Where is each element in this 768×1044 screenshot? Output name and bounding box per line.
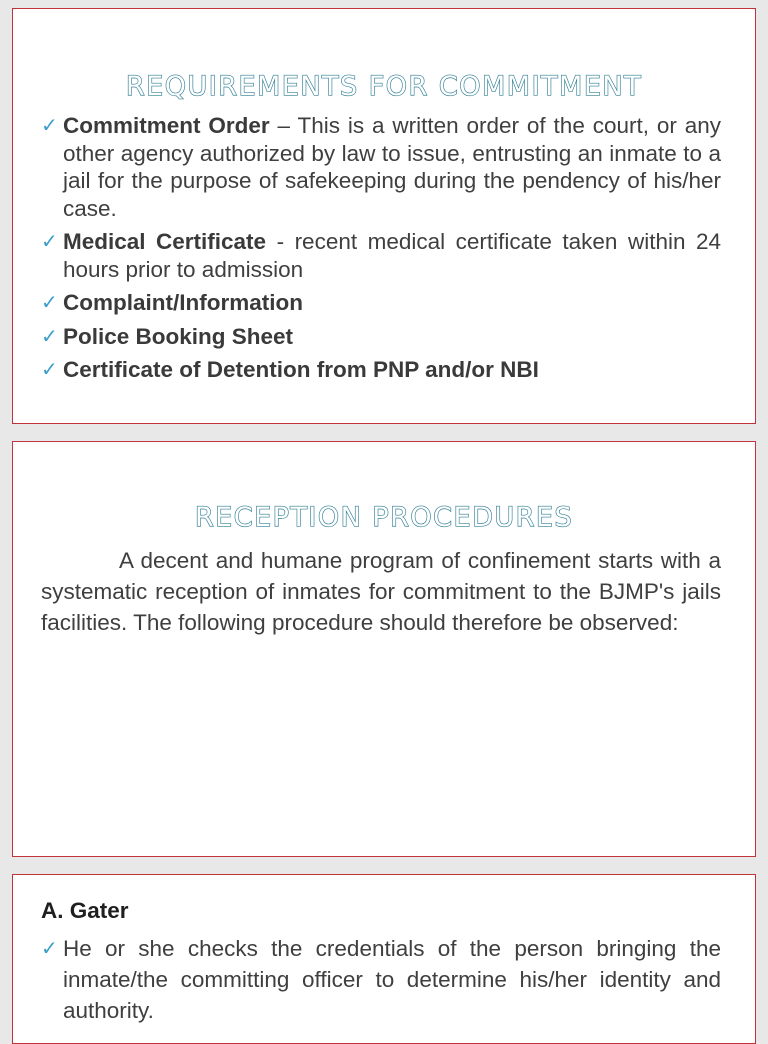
- item-text: - recent medical certificate taken within 24 hours prior to admission: [63, 229, 721, 282]
- intro-paragraph: A decent and humane program of confinement starts with a systematic reception of inmates for commitment to the BJMP's jails facilities. The following procedure should therefore be observed:: [41, 548, 721, 635]
- section-heading: A. Gater: [41, 898, 129, 923]
- slide-requirements: [12, 8, 756, 424]
- list-item: [41, 112, 721, 222]
- item-term: Certificate of Detention from PNP and/or NBI: [63, 357, 539, 382]
- checkmark-icon: ✓: [41, 936, 58, 960]
- checkmark-icon: ✓: [41, 290, 58, 314]
- list-item: [41, 289, 721, 317]
- checkmark-icon: ✓: [41, 229, 58, 253]
- item-term: Police Booking Sheet: [63, 323, 294, 349]
- list-item: [41, 356, 721, 384]
- slide-title: REQUIREMENTS FOR COMMITMENT: [125, 71, 643, 103]
- slide-reception-procedures: [12, 441, 756, 857]
- item-term: Commitment Order: [63, 113, 270, 138]
- checkmark-icon: ✓: [41, 113, 58, 137]
- gater-list: [41, 933, 721, 1032]
- requirements-list: [41, 112, 721, 390]
- item-text: – This is a written order of the court, or any other agency authorized by law to issue, entrusting an inmate to a jail for the purpose of safekeeping during the pendency of his/her case.: [63, 113, 721, 221]
- list-item: [41, 933, 721, 1026]
- item-term: Medical Certificate: [63, 229, 267, 254]
- slide-gater: [12, 874, 756, 1044]
- checkmark-icon: ✓: [41, 323, 58, 348]
- list-item: [41, 228, 721, 283]
- slide-title: RECEPTION PROCEDURES: [194, 502, 574, 534]
- checkmark-icon: ✓: [41, 357, 58, 381]
- item-term: Complaint/Information: [63, 290, 303, 315]
- item-text: He or she checks the credentials of the person bringing the inmate/the committing officer to determine his/her identity and authority.: [63, 936, 721, 1023]
- list-item: [41, 323, 721, 351]
